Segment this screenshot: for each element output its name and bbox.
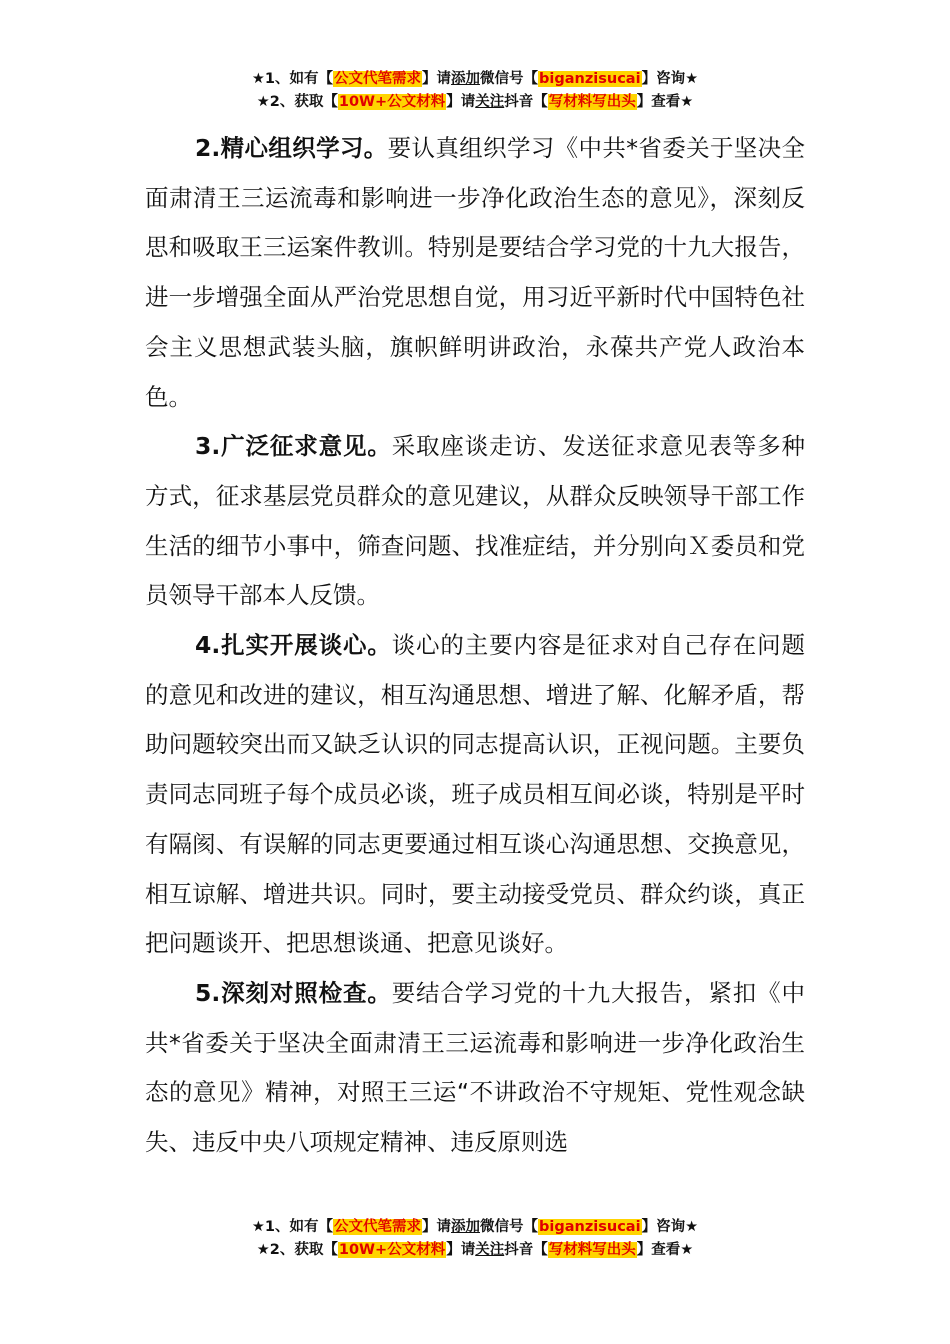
promo-text: ★1、如有【 (251, 1219, 334, 1235)
promo-banner-top (0, 68, 950, 114)
promo-text: 】查看★ (636, 1242, 694, 1258)
promo-underline: 添加 (451, 71, 481, 87)
promo-underline: 添加 (451, 1219, 481, 1235)
promo-text: 抖音【 (504, 1242, 548, 1258)
promo-line-2 (0, 1239, 950, 1262)
promo-underline: 关注 (475, 1242, 505, 1258)
document-body (145, 124, 805, 1168)
promo-text: 微信号【 (480, 1219, 539, 1235)
promo-text: 】咨询★ (641, 1219, 699, 1235)
paragraph-3 (145, 422, 805, 621)
promo-banner-bottom (0, 1216, 950, 1262)
paragraph-text: 要结合学习党的十九大报告，紧扣《中共*省委关于坚决全面肃清王三运流毒和影响进一步净化政治生态的意见》精神，对照王三运“不讲政治不守规矩、党性观念缺失、违反中央八项规定精神、违反原则选 (145, 978, 805, 1157)
promo-text: 抖音【 (504, 94, 548, 110)
promo-text: 】请 (446, 94, 476, 110)
promo-text: 】咨询★ (641, 71, 699, 87)
promo-line-1 (0, 1216, 950, 1239)
promo-line-2 (0, 91, 950, 114)
promo-text: ★2、获取【 (256, 1242, 338, 1258)
promo-highlight: 公文代笔需求 (334, 71, 422, 87)
promo-text: 】查看★ (636, 94, 694, 110)
paragraph-heading: 3.广泛征求意见。 (195, 432, 392, 461)
promo-text: 】请 (422, 1219, 452, 1235)
promo-highlight: biganzisucai (539, 1219, 641, 1235)
promo-text: 】请 (446, 1242, 476, 1258)
paragraph-text: 采取座谈走访、发送征求意见表等多种方式，征求基层党员群众的意见建议，从群众反映领导干部工作生活的细节小事中，筛查问题、找准症结，并分别向Ｘ委员和党员领导干部本人反馈。 (145, 432, 805, 610)
paragraph-5 (145, 969, 805, 1168)
promo-text: ★1、如有【 (251, 71, 334, 87)
paragraph-2 (145, 124, 805, 422)
promo-highlight: 写材料写出头 (548, 1242, 636, 1258)
promo-text: 微信号【 (480, 71, 539, 87)
promo-highlight: 10W+公文材料 (338, 1242, 446, 1258)
promo-highlight: 写材料写出头 (548, 94, 636, 110)
promo-highlight: 10W+公文材料 (338, 94, 446, 110)
paragraph-text: 谈心的主要内容是征求对自己存在问题的意见和改进的建议，相互沟通思想、增进了解、化解矛盾，帮助问题较突出而又缺乏认识的同志提高认识，正视问题。主要负责同志同班子每个成员必谈，班子成员相互间必谈，特别是平时有隔阂、有误解的同志更要通过相互谈心沟通思想、交换意见，相互谅解、增进共识。同时，要主动接受党员、群众约谈，真正把问题谈开、把思想谈通、把意见谈好。 (145, 631, 805, 958)
paragraph-4 (145, 621, 805, 969)
promo-highlight: biganzisucai (539, 71, 641, 87)
paragraph-text: 要认真组织学习《中共*省委关于坚决全面肃清王三运流毒和影响进一步净化政治生态的意见》，深刻反思和吸取王三运案件教训。特别是要结合学习党的十九大报告，进一步增强全面从严治党思想自觉，用习近平新时代中国特色社会主义思想武装头脑，旗帜鲜明讲政治，永葆共产党人政治本色。 (145, 134, 806, 411)
paragraph-heading: 2.精心组织学习。 (195, 134, 388, 162)
promo-text: ★2、获取【 (256, 94, 338, 110)
promo-line-1 (0, 68, 950, 91)
promo-text: 】请 (422, 71, 452, 87)
paragraph-heading: 4.扎实开展谈心。 (195, 631, 392, 660)
promo-underline: 关注 (475, 94, 505, 110)
promo-highlight: 公文代笔需求 (334, 1219, 422, 1235)
paragraph-heading: 5.深刻对照检查。 (195, 978, 392, 1007)
